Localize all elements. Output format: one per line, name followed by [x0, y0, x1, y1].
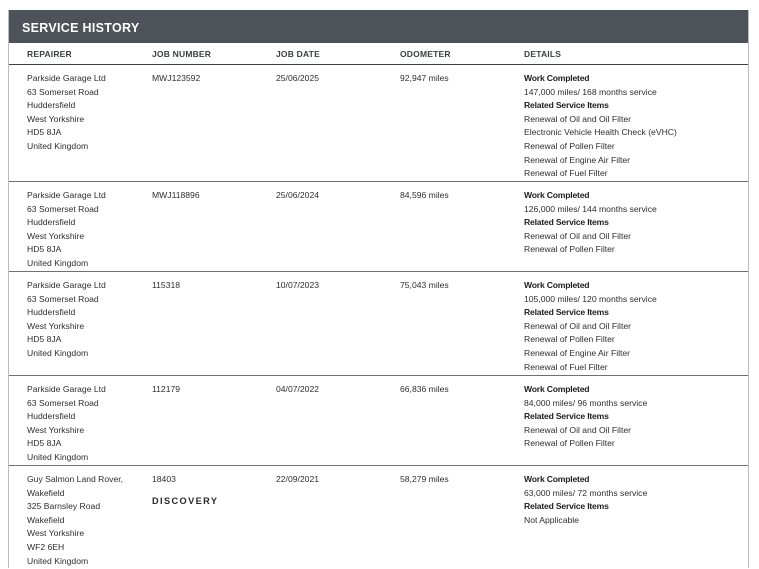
odometer-reading: 92,947 miles	[400, 73, 449, 83]
job-date-cell	[276, 279, 319, 293]
work-completed-heading: Work Completed	[524, 280, 590, 290]
repairer-address-line: West Yorkshire	[27, 528, 85, 539]
repairer-address-line: United Kingdom	[27, 140, 89, 151]
job-number: MWJ123592	[152, 73, 201, 83]
service-record-row	[9, 272, 748, 376]
repairer-address	[27, 72, 106, 154]
column-header-job-number: JOB NUMBER	[152, 48, 212, 59]
work-completed-text: 105,000 miles/ 120 months service	[524, 293, 657, 304]
repairer-address-line: Wakefield	[27, 514, 65, 525]
service-record-row	[9, 466, 748, 568]
repairer-address-line: Huddersfield	[27, 411, 76, 422]
related-items-heading: Related Service Items	[524, 100, 609, 111]
repairer-address-line: HD5 8JA	[27, 438, 62, 449]
repairer-address-line: West Yorkshire	[27, 230, 85, 241]
work-completed-heading: Work Completed	[524, 384, 590, 394]
odometer-cell	[400, 473, 449, 487]
discovery-brand-logo: DISCOVERY	[152, 495, 219, 506]
work-completed-text: 147,000 miles/ 168 months service	[524, 86, 657, 97]
service-record-row	[9, 376, 748, 466]
service-item: Electronic Vehicle Health Check (eVHC)	[524, 127, 677, 138]
related-items-heading: Related Service Items	[524, 501, 609, 512]
related-items-heading: Related Service Items	[524, 411, 609, 422]
work-completed-heading: Work Completed	[524, 474, 590, 484]
repairer-address-line: Guy Salmon Land Rover,	[27, 474, 124, 484]
repairer-address-line: West Yorkshire	[27, 424, 85, 435]
repairer-address-line: Parkside Garage Ltd	[27, 280, 106, 290]
work-completed-text: 84,000 miles/ 96 months service	[524, 397, 648, 408]
odometer-reading: 84,596 miles	[400, 190, 449, 200]
job-number-cell	[152, 473, 218, 508]
work-completed-heading: Work Completed	[524, 190, 590, 200]
service-item: Renewal of Oil and Oil Filter	[524, 424, 631, 435]
repairer-address-line: Parkside Garage Ltd	[27, 190, 106, 200]
details-cell	[524, 72, 677, 181]
job-date-cell	[276, 473, 319, 487]
repairer-address-line: 63 Somerset Road	[27, 86, 99, 97]
service-item: Renewal of Fuel Filter	[524, 168, 608, 179]
repairer-address-line: United Kingdom	[27, 555, 89, 566]
column-header-row	[9, 43, 748, 65]
service-item: Renewal of Pollen Filter	[524, 334, 615, 345]
odometer-cell	[400, 72, 449, 86]
odometer-cell	[400, 279, 449, 293]
details-cell	[524, 189, 657, 257]
details-cell	[524, 279, 657, 374]
service-record-row	[9, 182, 748, 272]
repairer-address-line: United Kingdom	[27, 451, 89, 462]
repairer-address-line: Huddersfield	[27, 217, 76, 228]
details-cell	[524, 473, 647, 527]
service-item: Renewal of Oil and Oil Filter	[524, 230, 631, 241]
repairer-address-line: HD5 8JA	[27, 334, 62, 345]
repairer-address-line: 63 Somerset Road	[27, 203, 99, 214]
repairer-address-line: 63 Somerset Road	[27, 397, 99, 408]
details-cell	[524, 383, 647, 451]
job-number-cell	[152, 72, 200, 86]
repairer-address	[27, 473, 123, 568]
repairer-address	[27, 279, 106, 361]
column-header-odometer: ODOMETER	[400, 48, 451, 59]
service-item: Renewal of Engine Air Filter	[524, 347, 631, 358]
related-items-heading: Related Service Items	[524, 217, 609, 228]
odometer-cell	[400, 383, 449, 397]
service-records	[9, 65, 748, 568]
service-item: Renewal of Oil and Oil Filter	[524, 113, 631, 124]
job-number: 112179	[152, 384, 181, 394]
repairer-address-line: 63 Somerset Road	[27, 293, 99, 304]
service-item: Renewal of Pollen Filter	[524, 438, 615, 449]
service-item: Renewal of Pollen Filter	[524, 140, 615, 151]
repairer-address-line: Parkside Garage Ltd	[27, 384, 106, 394]
job-date-cell	[276, 72, 319, 86]
work-completed-text: 63,000 miles/ 72 months service	[524, 487, 648, 498]
column-header-details: DETAILS	[524, 48, 562, 59]
job-date: 25/06/2024	[276, 190, 320, 200]
service-item: Renewal of Fuel Filter	[524, 361, 608, 372]
odometer-reading: 75,043 miles	[400, 280, 449, 290]
repairer-address-line: HD5 8JA	[27, 244, 62, 255]
odometer-reading: 58,279 miles	[400, 474, 449, 484]
job-number: 115318	[152, 280, 181, 290]
column-header-job-date: JOB DATE	[276, 48, 320, 59]
job-number: MWJ118896	[152, 190, 200, 200]
repairer-address-line: 325 Barnsley Road	[27, 501, 101, 512]
job-number-cell	[152, 383, 180, 397]
job-number-cell	[152, 189, 200, 203]
job-date: 22/09/2021	[276, 474, 320, 484]
repairer-address-line: Parkside Garage Ltd	[27, 73, 106, 83]
repairer-address	[27, 189, 106, 271]
job-date: 04/07/2022	[276, 384, 320, 394]
repairer-address-line: Huddersfield	[27, 100, 76, 111]
odometer-cell	[400, 189, 449, 203]
column-header-repairer: REPAIRER	[27, 48, 72, 59]
repairer-address-line: United Kingdom	[27, 257, 89, 268]
service-record-row	[9, 65, 748, 182]
job-date: 10/07/2023	[276, 280, 320, 290]
repairer-address-line: Wakefield	[27, 487, 65, 498]
work-completed-text: 126,000 miles/ 144 months service	[524, 203, 657, 214]
service-item: Renewal of Oil and Oil Filter	[524, 320, 631, 331]
repairer-address-line: WF2 6EH	[27, 541, 65, 552]
repairer-address-line: West Yorkshire	[27, 320, 85, 331]
section-title: SERVICE HISTORY	[9, 10, 748, 43]
repairer-address-line: Huddersfield	[27, 307, 76, 318]
odometer-reading: 66,836 miles	[400, 384, 449, 394]
service-item: Renewal of Pollen Filter	[524, 244, 615, 255]
service-item: Renewal of Engine Air Filter	[524, 154, 631, 165]
repairer-address-line: United Kingdom	[27, 347, 89, 358]
service-item: Not Applicable	[524, 514, 579, 525]
job-number: 18403	[152, 474, 176, 484]
repairer-address	[27, 383, 106, 465]
job-date: 25/06/2025	[276, 73, 320, 83]
repairer-address-line: West Yorkshire	[27, 113, 85, 124]
service-history-panel	[8, 10, 749, 568]
job-date-cell	[276, 189, 319, 203]
work-completed-heading: Work Completed	[524, 73, 590, 83]
job-number-cell	[152, 279, 180, 293]
job-date-cell	[276, 383, 319, 397]
related-items-heading: Related Service Items	[524, 307, 609, 318]
repairer-address-line: HD5 8JA	[27, 127, 62, 138]
